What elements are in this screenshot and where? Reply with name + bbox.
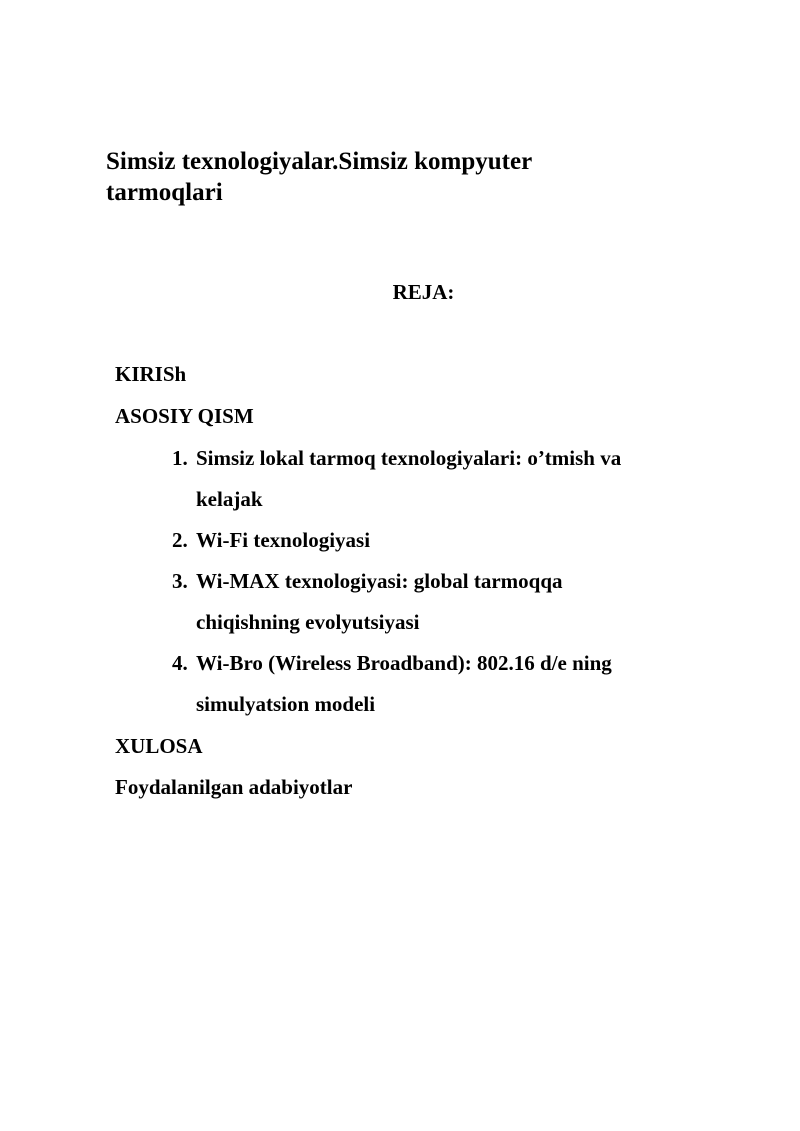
list-number: 3. (172, 569, 188, 593)
section-intro: KIRISh (115, 362, 187, 386)
section-references: Foydalanilgan adabiyotlar (115, 775, 353, 799)
list-text: Wi-MAX texnologiyasi: global tarmoqqa (196, 569, 563, 593)
list-number: 4. (172, 651, 188, 675)
list-text: Simsiz lokal tarmoq texnologiyalari: o’tmish va (196, 446, 622, 470)
list-text-cont: simulyatsion modeli (196, 692, 376, 716)
list-number: 2. (172, 528, 188, 552)
title-line-1: Simsiz texnologiyalar.Simsiz kompyuter (106, 148, 533, 175)
section-conclusion: XULOSA (115, 734, 203, 758)
section-main: ASOSIY QISM (115, 404, 254, 428)
plan-heading: REJA: (392, 280, 455, 304)
list-number: 1. (172, 446, 188, 470)
title-line-2: tarmoqlari (106, 179, 223, 206)
list-text-cont: kelajak (196, 487, 263, 511)
list-text-cont: chiqishning evolyutsiyasi (196, 610, 420, 634)
list-text: Wi-Bro (Wireless Broadband): 802.16 d/e ning (196, 651, 612, 675)
list-text: Wi-Fi texnologiyasi (196, 528, 371, 552)
document-title (106, 146, 626, 208)
